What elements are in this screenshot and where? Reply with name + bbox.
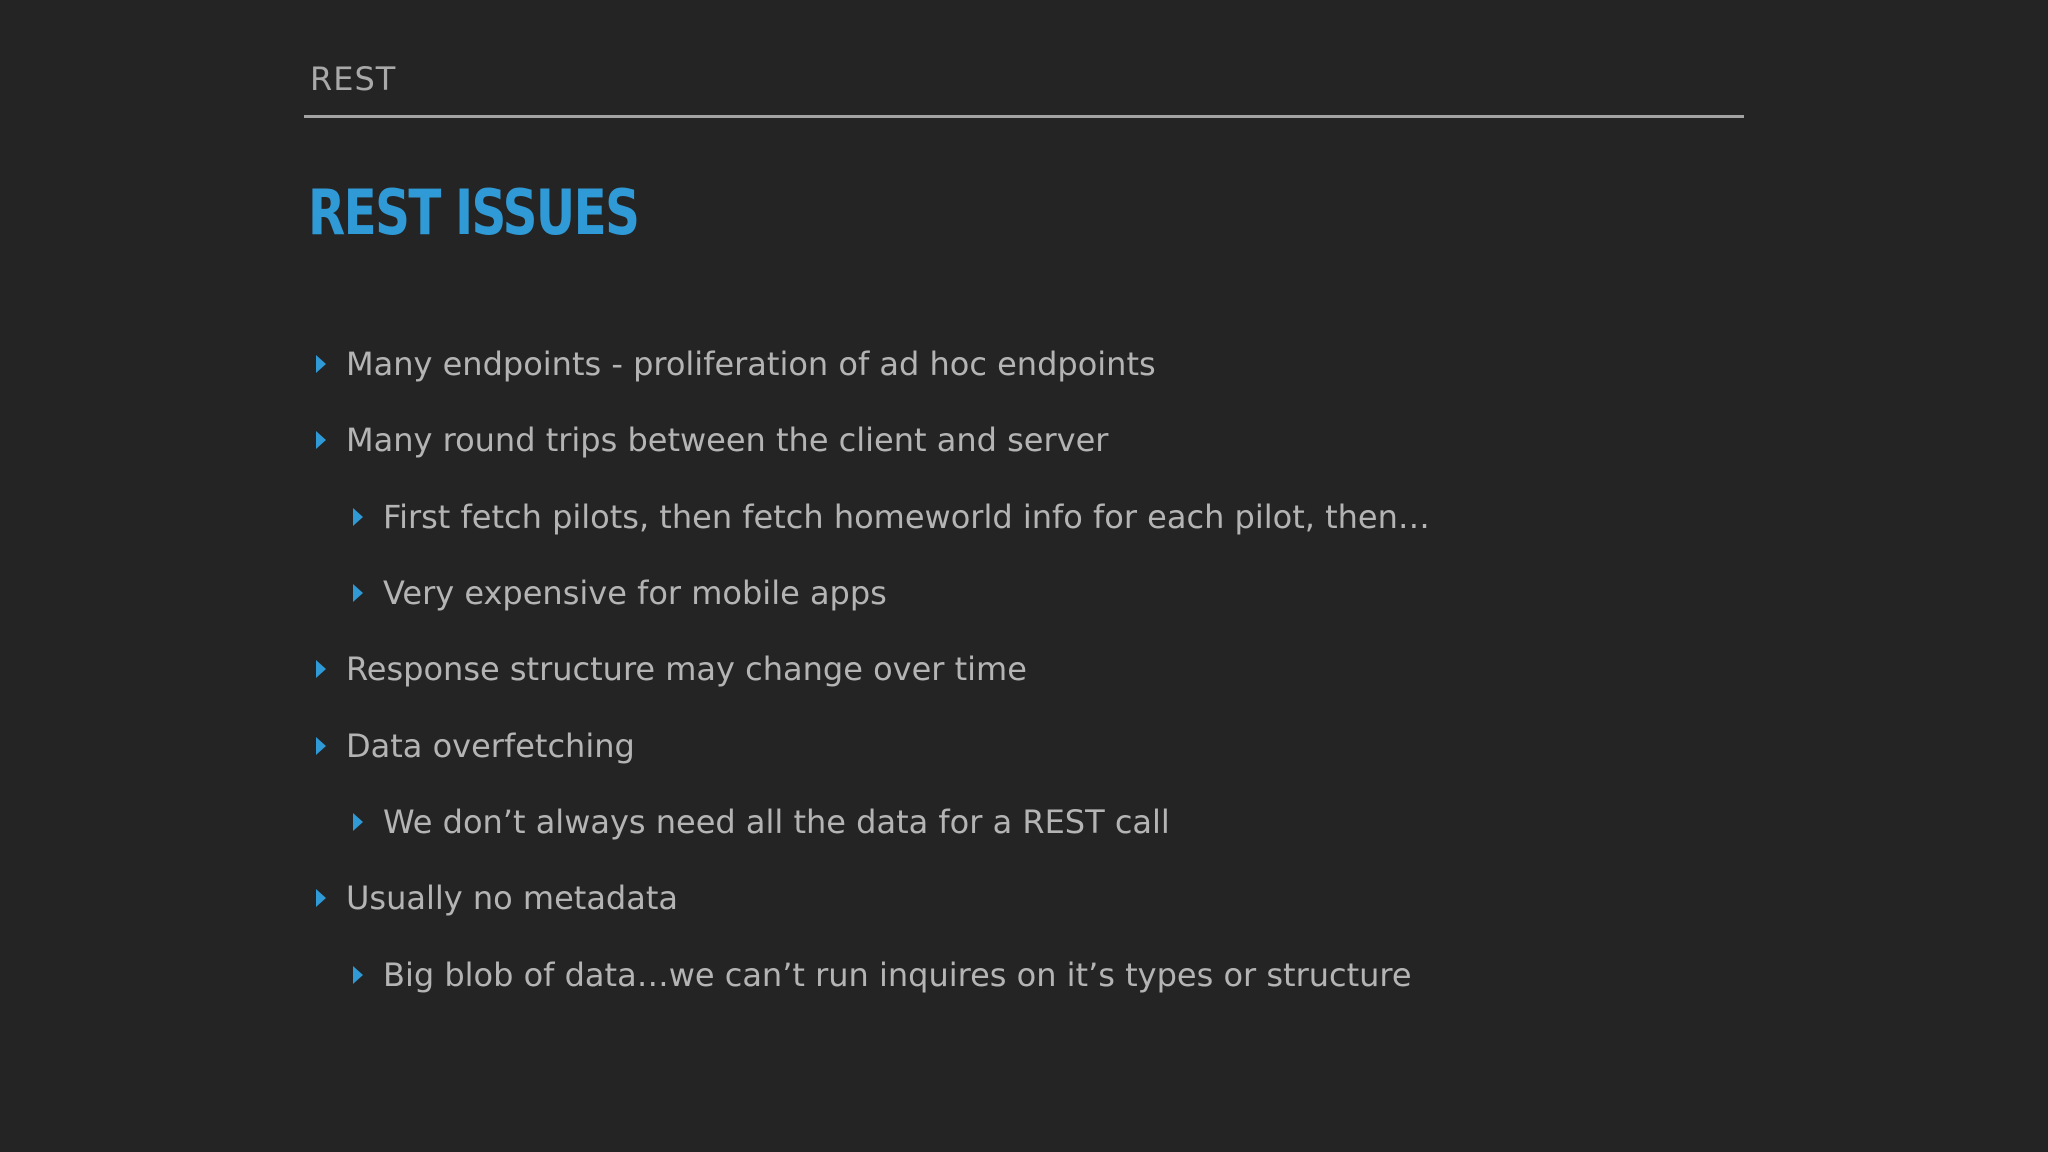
bullet-text: We don’t always need all the data for a REST call [383, 802, 1170, 841]
triangle-bullet-icon [316, 355, 326, 373]
triangle-bullet-icon [353, 508, 363, 526]
bullet-text: First fetch pilots, then fetch homeworld info for each pilot, then… [383, 497, 1430, 536]
triangle-bullet-icon [316, 660, 326, 678]
bullet-text: Many endpoints - proliferation of ad hoc endpoints [346, 345, 1156, 384]
bullet-item [310, 326, 1810, 402]
bullet-text: Big blob of data…we can’t run inquires on it’s types or structure [383, 955, 1412, 994]
bullet-item [310, 860, 1810, 936]
bullet-item [310, 707, 1810, 783]
sub-bullet-item [310, 784, 1810, 860]
bullet-text: Response structure may change over time [346, 650, 1027, 689]
triangle-bullet-icon [316, 737, 326, 755]
slide-title: REST ISSUES [308, 176, 639, 249]
bullet-list [310, 326, 1810, 1013]
triangle-bullet-icon [316, 431, 326, 449]
bullet-item [310, 631, 1810, 707]
bullet-item [310, 402, 1810, 478]
sub-bullet-item [310, 479, 1810, 555]
triangle-bullet-icon [353, 966, 363, 984]
triangle-bullet-icon [353, 584, 363, 602]
sub-bullet-item [310, 936, 1810, 1012]
section-label: REST [310, 60, 397, 98]
bullet-text: Many round trips between the client and server [346, 421, 1109, 460]
bullet-text: Very expensive for mobile apps [383, 574, 887, 613]
triangle-bullet-icon [316, 889, 326, 907]
sub-bullet-item [310, 555, 1810, 631]
bullet-text: Usually no metadata [346, 879, 678, 918]
header-divider [304, 115, 1744, 118]
triangle-bullet-icon [353, 813, 363, 831]
bullet-text: Data overfetching [346, 726, 635, 765]
